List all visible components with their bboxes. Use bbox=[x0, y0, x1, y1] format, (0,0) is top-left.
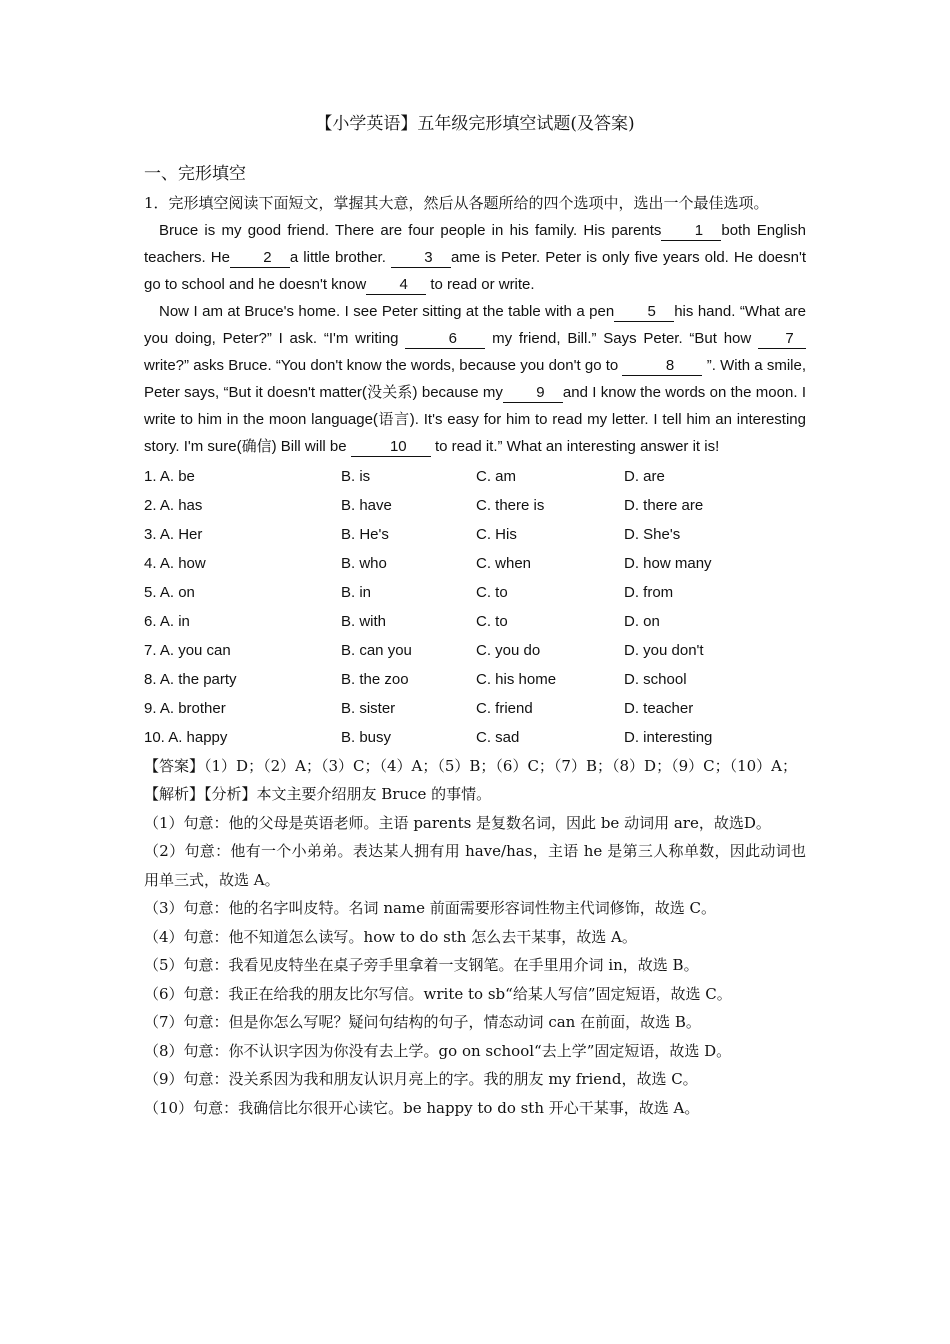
analysis-line: （5）句意：我看见皮特坐在桌子旁手里拿着一支钢笔。在手里用介词 in，故选 B。 bbox=[144, 956, 699, 974]
option-a: 2. A. has bbox=[144, 497, 203, 514]
option-c: C. his home bbox=[476, 671, 557, 688]
passage-text: his hand. “What are you doing, Peter?” I ask. “I'm writing bbox=[144, 303, 807, 347]
option-d: D. you don't bbox=[624, 642, 704, 659]
analysis-line: （1）句意：他的父母是英语老师。主语 parents 是复数名词，因此 be 动词用 are，故选D。 bbox=[144, 813, 771, 832]
option-c: C. am bbox=[476, 468, 517, 485]
option-list bbox=[144, 462, 806, 752]
blank-4: 4 bbox=[366, 276, 426, 295]
blank-2: 2 bbox=[230, 249, 290, 268]
option-d: D. there are bbox=[624, 497, 704, 514]
option-b: B. is bbox=[341, 468, 371, 485]
passage-text: Now I am at Bruce's home. I see Peter sitting at the table with a pen bbox=[159, 303, 615, 320]
analysis-line: （9）句意：没关系因为我和朋友认识月亮上的字。我的朋友 my friend，故选 C。 bbox=[144, 1070, 698, 1088]
option-c: C. you do bbox=[476, 642, 541, 659]
section-heading: 一、完形填空 bbox=[144, 164, 246, 184]
passage-paragraph-1 bbox=[144, 217, 806, 298]
option-row bbox=[144, 665, 806, 694]
option-d: D. how many bbox=[624, 555, 712, 572]
option-row bbox=[144, 462, 806, 491]
page-title: 【小学英语】五年级完形填空试题(及答案) bbox=[315, 114, 635, 134]
analysis-line: （3）句意：他的名字叫皮特。名词 name 前面需要形容词性物主代词修饰，故选 C。 bbox=[144, 899, 717, 917]
analysis-line: 【解析】【分析】本文主要介绍朋友 Bruce 的事情。 bbox=[144, 785, 492, 803]
analysis-line: （10）句意：我确信比尔很开心读它。be happy to do sth 开心干某事，故选 A。 bbox=[144, 1098, 700, 1117]
blank-8: 8 bbox=[622, 357, 702, 376]
blank-3: 3 bbox=[391, 249, 451, 268]
option-a: 9. A. brother bbox=[144, 700, 226, 717]
option-a: 4. A. how bbox=[144, 555, 206, 572]
passage-text: my friend, Bill.” Says Peter. “But how bbox=[492, 330, 752, 347]
question-instruction: 1．完形填空阅读下面短文，掌握其大意，然后从各题所给的四个选项中，选出一个最佳选项。 bbox=[144, 194, 769, 212]
passage-text: write?” asks Bruce. “You don't know the words, because you don't go to bbox=[144, 357, 619, 374]
analysis-line: （6）句意：我正在给我的朋友比尔写信。write to sb“给某人写信”固定短语，故选 C。 bbox=[144, 984, 732, 1003]
blank-7: 7 bbox=[758, 330, 806, 349]
passage-text: both English teachers. He bbox=[144, 222, 806, 266]
option-row bbox=[144, 491, 806, 520]
option-d: D. are bbox=[624, 468, 665, 485]
passage-text: and I know the words on the moon. I write to him in the moon language(语言). It's easy for him to read my letter. I tell him an interesting story. I'm sure(确信) Bill will be bbox=[144, 384, 806, 455]
option-d: D. school bbox=[624, 671, 687, 688]
option-row bbox=[144, 578, 806, 607]
passage-text: a little brother. bbox=[289, 249, 386, 266]
option-b: B. with bbox=[341, 613, 387, 630]
option-c: C. sad bbox=[476, 729, 520, 746]
option-a: 8. A. the party bbox=[144, 671, 237, 688]
blank-5: 5 bbox=[614, 303, 674, 322]
analysis-line: （7）句意：但是你怎么写呢？疑问句结构的句子，情态动词 can 在前面，故选 B。 bbox=[144, 1013, 701, 1031]
passage-paragraph-2 bbox=[144, 298, 806, 460]
passage-text: ”. With a smile, Peter says, “But it doesn't matter(没关系) because my bbox=[144, 357, 807, 401]
blank-10: 10 bbox=[351, 438, 431, 457]
blank-9: 9 bbox=[503, 384, 563, 403]
option-d: D. teacher bbox=[624, 700, 694, 717]
passage-text: ame is Peter. Peter is only five years old. He doesn't go to school and he doesn't know bbox=[144, 249, 807, 293]
analysis-line: （2）句意：他有一个小弟弟。表达某人拥有用 have/has，主语 he 是第三人称单数，因此动词也用单三式，故选 A。 bbox=[144, 842, 806, 889]
option-a: 5. A. on bbox=[144, 584, 195, 601]
analysis-line: （8）句意：你不认识字因为你没有去上学。go on school“去上学”固定短语，故选 D。 bbox=[144, 1041, 732, 1060]
blank-6: 6 bbox=[405, 330, 485, 349]
option-row bbox=[144, 636, 806, 665]
analysis-line: （4）句意：他不知道怎么读写。how to do sth 怎么去干某事，故选 A。 bbox=[144, 927, 637, 946]
analysis-section bbox=[144, 780, 806, 1122]
answer-key: 【答案】（1）D；（2）A；（3）C；（4）A；（5）B；（6）C；（7）B；（8）D；（9）C；（10）A； bbox=[144, 757, 798, 775]
passage-text: to read it.” What an interesting answer it is! bbox=[434, 438, 720, 455]
option-c: C. His bbox=[476, 526, 517, 543]
option-b: B. in bbox=[341, 584, 372, 601]
option-a: 6. A. in bbox=[144, 613, 190, 630]
option-b: B. who bbox=[341, 555, 387, 572]
option-b: B. sister bbox=[341, 700, 396, 717]
option-row bbox=[144, 549, 806, 578]
option-b: B. the zoo bbox=[341, 671, 409, 688]
option-c: C. when bbox=[476, 555, 532, 572]
option-b: B. He's bbox=[341, 526, 389, 543]
passage-text: to read or write. bbox=[430, 276, 535, 293]
option-c: C. to bbox=[476, 613, 508, 630]
option-d: D. interesting bbox=[624, 729, 713, 746]
option-b: B. have bbox=[341, 497, 392, 514]
option-d: D. from bbox=[624, 584, 674, 601]
option-c: C. to bbox=[476, 584, 508, 601]
passage-text: Bruce is my good friend. There are four people in his family. His parents bbox=[159, 222, 662, 239]
option-a: 7. A. you can bbox=[144, 642, 231, 659]
option-a: 3. A. Her bbox=[144, 526, 203, 543]
option-d: D. She's bbox=[624, 526, 681, 543]
option-b: B. busy bbox=[341, 729, 392, 746]
option-a: 1. A. be bbox=[144, 468, 195, 485]
option-row bbox=[144, 520, 806, 549]
document-content bbox=[144, 112, 806, 1122]
option-c: C. friend bbox=[476, 700, 533, 717]
option-a: 10. A. happy bbox=[144, 729, 228, 746]
blank-1: 1 bbox=[661, 222, 721, 241]
option-row bbox=[144, 694, 806, 723]
option-c: C. there is bbox=[476, 497, 545, 514]
option-b: B. can you bbox=[341, 642, 412, 659]
option-d: D. on bbox=[624, 613, 660, 630]
option-row bbox=[144, 607, 806, 636]
option-row bbox=[144, 723, 806, 752]
